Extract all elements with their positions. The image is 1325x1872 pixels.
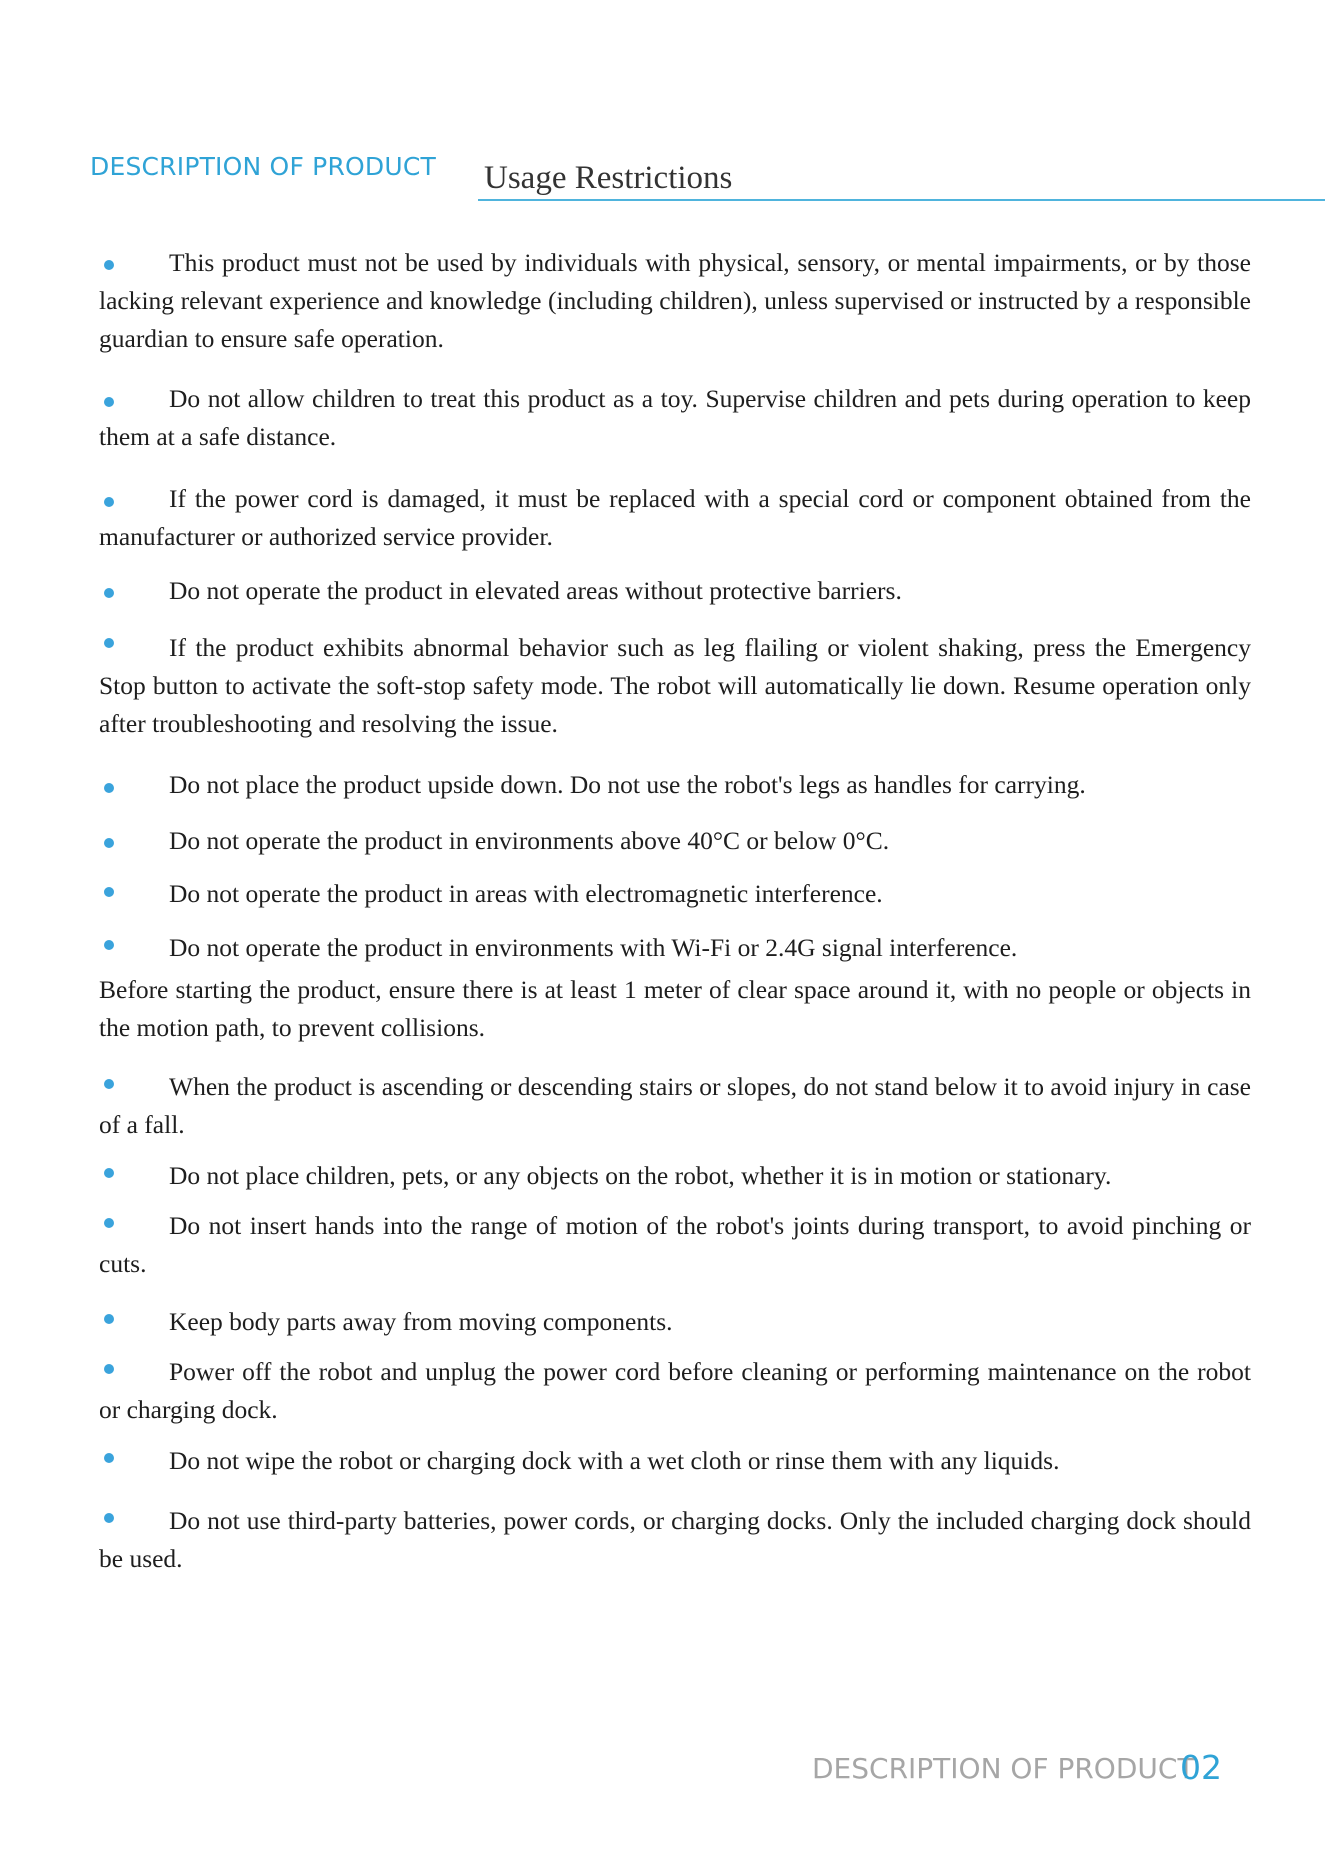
list-item-plain: Before starting the product, ensure there is at least 1 meter of clear space around it, with no people or objects in the motion path, to prevent collisions. xyxy=(99,975,1251,1042)
list-item: Do not operate the product in environments with Wi-Fi or 2.4G signal interference. xyxy=(169,933,1018,962)
list-item: Do not operate the product in environments above 40°C or below 0°C. xyxy=(169,826,890,855)
title-underline xyxy=(478,199,1325,201)
list-item: Do not allow children to treat this product as a toy. Supervise children and pets during operation to keep them at a safe distance. xyxy=(99,384,1251,451)
list-item: If the product exhibits abnormal behavior such as leg flailing or violent shaking, press the Emergency Stop button to activate the soft-stop safety mode. The robot will automatically lie down. Resume operation only after troubleshooting and resolving the issue. xyxy=(99,633,1251,738)
list-item: Do not place children, pets, or any objects on the robot, whether it is in motion or stationary. xyxy=(169,1161,1112,1190)
list-item: Do not wipe the robot or charging dock with a wet cloth or rinse them with any liquids. xyxy=(169,1446,1060,1475)
list-item: This product must not be used by individuals with physical, sensory, or mental impairments, or by those lacking relevant experience and knowledge (including children), unless supervised or instructed by a responsible guardian to ensure safe operation. xyxy=(99,248,1251,353)
list-item: Do not use third-party batteries, power cords, or charging docks. Only the included charging dock should be used. xyxy=(99,1506,1251,1573)
list-item: Do not place the product upside down. Do not use the robot's legs as handles for carrying. xyxy=(169,770,1086,799)
list-item: Power off the robot and unplug the power cord before cleaning or performing maintenance on the robot or charging dock. xyxy=(99,1357,1251,1424)
page-number: 02 xyxy=(1180,1748,1222,1787)
list-item: When the product is ascending or descending stairs or slopes, do not stand below it to avoid injury in case of a fall. xyxy=(99,1072,1251,1139)
list-item: Keep body parts away from moving components. xyxy=(169,1307,673,1336)
list-item: If the power cord is damaged, it must be replaced with a special cord or component obtained from the manufacturer or authorized service provider. xyxy=(99,484,1251,551)
footer-section-label: DESCRIPTION OF PRODUCT xyxy=(812,1752,1195,1785)
section-label: DESCRIPTION OF PRODUCT xyxy=(90,152,436,181)
list-item: Do not operate the product in elevated areas without protective barriers. xyxy=(169,576,902,605)
page-title: Usage Restrictions xyxy=(484,160,733,196)
list-item: Do not insert hands into the range of motion of the robot's joints during transport, to avoid pinching or cuts. xyxy=(99,1211,1251,1278)
list-item: Do not operate the product in areas with electromagnetic interference. xyxy=(169,879,883,908)
